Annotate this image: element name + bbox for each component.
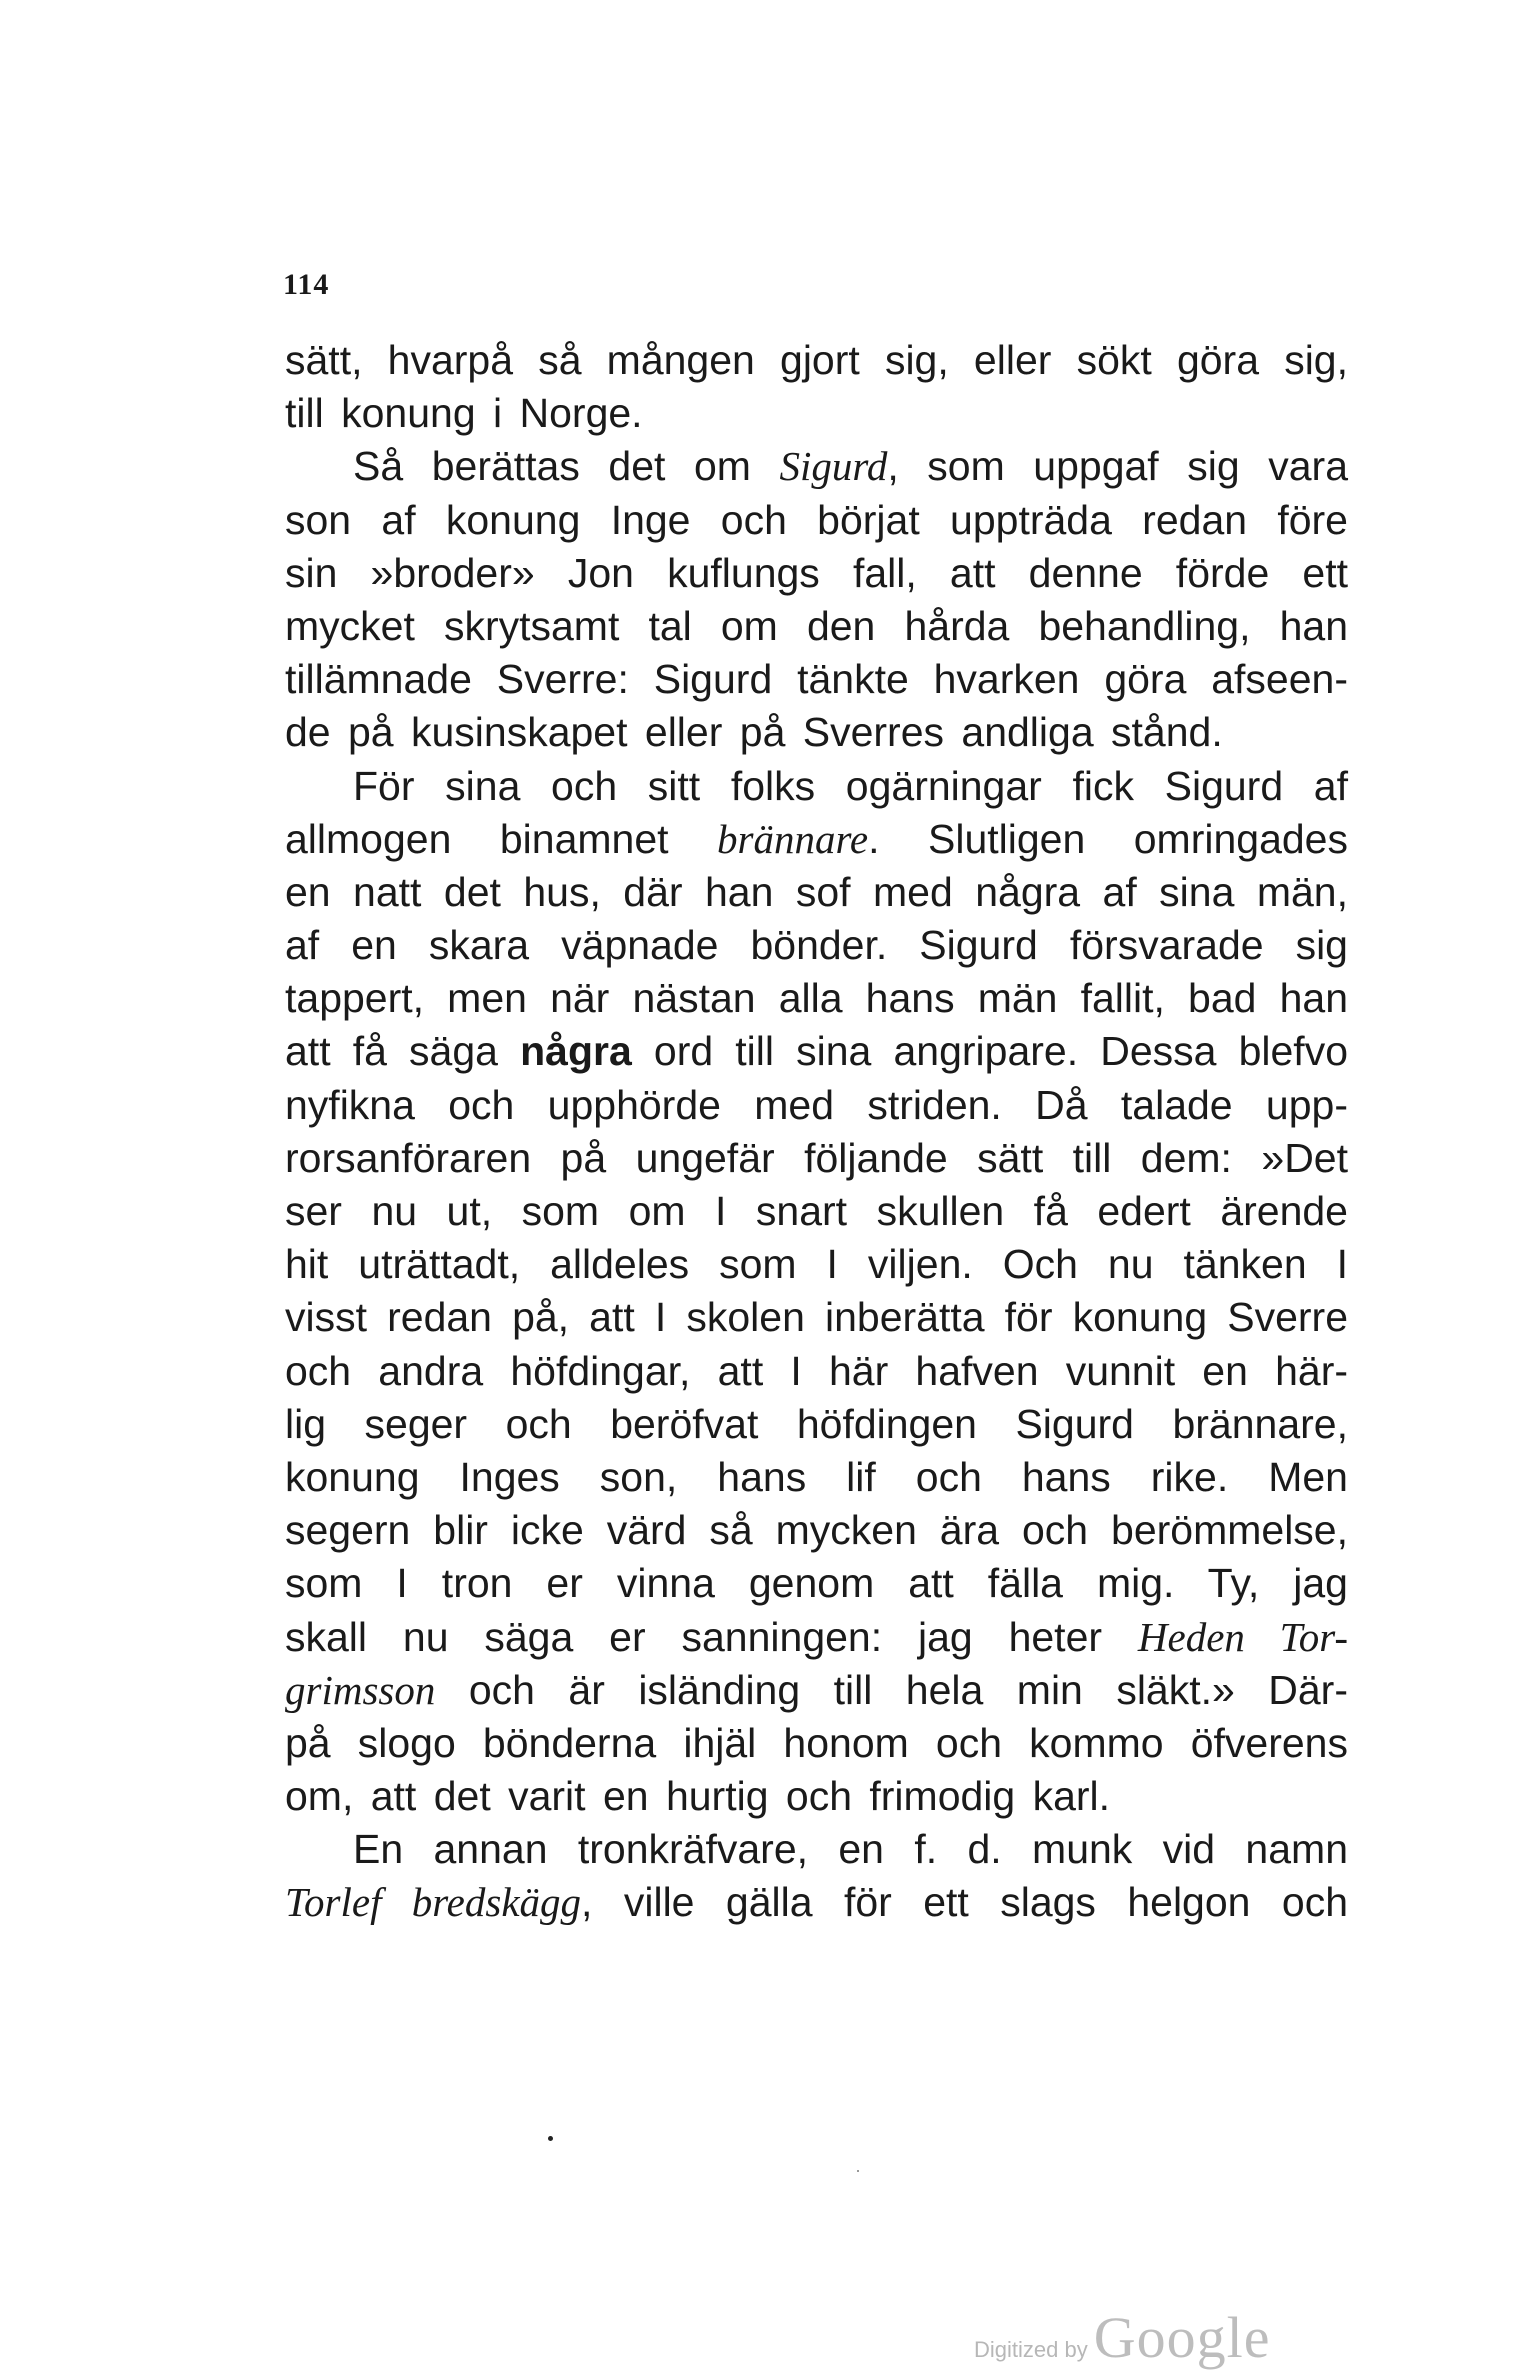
text-line: och andra höfdingar, att I här hafven vunnit en här-	[285, 1347, 1348, 1394]
text-line: En annan tronkräfvare, en f. d. munk vid namn	[353, 1826, 1348, 1873]
stray-ink-dot	[548, 2136, 553, 2141]
text-line: visst redan på, att I skolen inberätta för konung Sverre	[285, 1294, 1348, 1341]
text-line: För sina och sitt folks ogärningar fick Sigurd af	[353, 762, 1348, 809]
text-line: af en skara väpnade bönder. Sigurd försvarade sig	[285, 922, 1348, 969]
watermark-prefix: Digitized by	[974, 2337, 1088, 2362]
text-line: allmogen binamnet brännare. Slutligen omringades	[285, 815, 1348, 862]
text-line: Torlef bredskägg, ville gälla för ett slags helgon och	[285, 1879, 1348, 1926]
text-line: sin »broder» Jon kuflungs fall, att denne förde ett	[285, 549, 1348, 596]
text-line: Så berättas det om Sigurd, som uppgaf sig vara	[353, 443, 1348, 490]
text-line: hit uträttadt, alldeles som I viljen. Och nu tänken I	[285, 1241, 1348, 1288]
text-line: grimsson och är isländing till hela min släkt.» Där-	[285, 1666, 1348, 1713]
stray-ink-mark	[857, 2170, 859, 2172]
text-line: son af konung Inge och börjat uppträda redan före	[285, 496, 1348, 543]
text-line: segern blir icke värd så mycken ära och berömmelse,	[285, 1507, 1348, 1554]
watermark-brand: Google	[1093, 2305, 1271, 2370]
page-number: 114	[283, 268, 330, 301]
text-line: tillämnade Sverre: Sigurd tänkte hvarken göra afseen-	[285, 656, 1348, 703]
text-line: skall nu säga er sanningen: jag heter Heden Tor-	[285, 1613, 1348, 1660]
text-line: lig seger och beröfvat höfdingen Sigurd brännare,	[285, 1400, 1348, 1447]
text-line: att få säga några ord till sina angripare. Dessa blefvo	[285, 1028, 1348, 1075]
text-segment: de på kusinskapet eller på Sverres andliga stånd.	[285, 709, 1223, 756]
text-line	[285, 387, 1348, 440]
text-line: rorsanföraren på ungefär följande sätt till dem: »Det	[285, 1134, 1348, 1181]
body-text	[285, 334, 1348, 1930]
text-line: en natt det hus, där han sof med några af sina män,	[285, 868, 1348, 915]
text-line: konung Inges son, hans lif och hans rike. Men	[285, 1453, 1348, 1500]
text-line: tappert, men när nästan alla hans män fallit, bad han	[285, 975, 1348, 1022]
text-line	[285, 1770, 1348, 1823]
text-segment: om, att det varit en hurtig och frimodig karl.	[285, 1773, 1111, 1820]
text-line: som I tron er vinna genom att fälla mig. Ty, jag	[285, 1560, 1348, 1607]
digitized-watermark	[974, 2304, 1270, 2371]
text-line: nyfikna och upphörde med striden. Då talade upp-	[285, 1081, 1348, 1128]
text-segment: till konung i Norge.	[285, 390, 643, 437]
text-line	[285, 706, 1348, 759]
text-line: sätt, hvarpå så mången gjort sig, eller sökt göra sig,	[285, 337, 1348, 383]
text-line: ser nu ut, som om I snart skullen få edert ärende	[285, 1188, 1348, 1234]
text-line: mycket skrytsamt tal om den hårda behandling, han	[285, 602, 1348, 649]
text-line: på slogo bönderna ihjäl honom och kommo öfverens	[285, 1719, 1348, 1766]
